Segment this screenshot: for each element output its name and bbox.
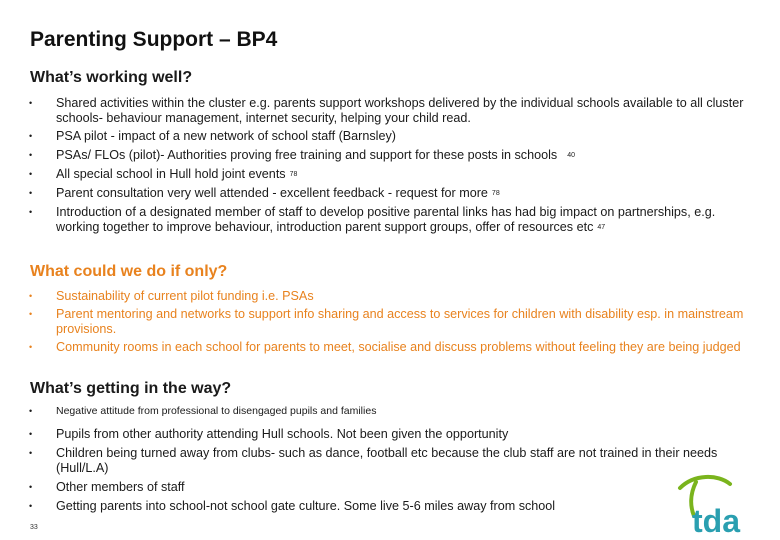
list-item-text: All special school in Hull hold joint events bbox=[56, 167, 286, 181]
list-item bbox=[26, 96, 751, 126]
bullet-icon: • bbox=[29, 309, 33, 319]
list-item-text: Sustainability of current pilot funding i.e. PSAs bbox=[56, 289, 314, 303]
bullet-icon: • bbox=[29, 482, 33, 492]
list-item-text: Parent consultation very well attended - excellent feedback - request for more bbox=[56, 186, 488, 200]
bullet-icon: • bbox=[29, 150, 33, 160]
list-item bbox=[26, 446, 751, 476]
page-title: Parenting Support – BP4 bbox=[30, 28, 278, 51]
footnote-ref: 78 bbox=[289, 171, 298, 178]
page-number: 33 bbox=[30, 524, 38, 531]
in-the-way-list bbox=[26, 404, 751, 518]
list-item bbox=[26, 186, 751, 201]
list-item bbox=[26, 427, 751, 442]
tda-logo-icon bbox=[672, 472, 772, 536]
list-item-text: PSAs/ FLOs (pilot)- Authorities proving free training and support for these posts in schools bbox=[56, 148, 558, 162]
footnote-ref: 47 bbox=[597, 224, 606, 231]
section-heading-in-the-way: What’s getting in the way? bbox=[30, 380, 232, 397]
list-item bbox=[26, 480, 751, 495]
list-item-text: Pupils from other authority attending Hull schools. Not been given the opportunity bbox=[56, 427, 509, 441]
bullet-icon: • bbox=[29, 429, 33, 439]
list-item-text: Introduction of a designated member of staff to develop positive parental links has had big impact on partnerships, e.g. working together to improve behaviour, introduction parent support groups, offer of resources etc bbox=[56, 205, 716, 234]
list-item-text: Children being turned away from clubs- such as dance, football etc because the club staff are not trained in their needs (Hull/L.A) bbox=[56, 446, 718, 475]
footnote-ref: 40 bbox=[567, 152, 575, 159]
bullet-icon: • bbox=[29, 207, 33, 217]
list-item-text: PSA pilot - impact of a new network of school staff (Barnsley) bbox=[56, 129, 396, 143]
list-item-text: Getting parents into school-not school gate culture. Some live 5-6 miles away from school bbox=[56, 499, 556, 513]
list-item bbox=[26, 289, 751, 304]
list-item bbox=[26, 205, 751, 235]
list-item bbox=[26, 340, 751, 355]
section-heading-if-only: What could we do if only? bbox=[30, 263, 228, 280]
list-item bbox=[26, 307, 751, 337]
if-only-list bbox=[26, 289, 751, 358]
bullet-icon: • bbox=[29, 448, 33, 458]
list-item bbox=[26, 148, 751, 163]
tda-logo bbox=[672, 472, 772, 536]
logo-text: tda bbox=[692, 503, 740, 536]
list-item-text: Negative attitude from professional to disengaged pupils and families bbox=[56, 405, 377, 417]
bullet-icon: • bbox=[29, 131, 33, 141]
footnote-ref: 78 bbox=[491, 190, 500, 197]
bullet-icon: • bbox=[29, 406, 33, 416]
bullet-icon: • bbox=[29, 169, 33, 179]
bullet-icon: • bbox=[29, 291, 33, 301]
list-item-text: Other members of staff bbox=[56, 480, 185, 494]
list-item bbox=[26, 129, 751, 144]
list-item bbox=[26, 167, 751, 182]
working-well-list bbox=[26, 96, 751, 239]
list-item-text: Community rooms in each school for parents to meet, socialise and discuss problems without feeling they are being judged bbox=[56, 340, 741, 354]
section-heading-working-well: What’s working well? bbox=[30, 69, 193, 86]
bullet-icon: • bbox=[29, 98, 33, 108]
list-item bbox=[26, 404, 751, 419]
bullet-icon: • bbox=[29, 188, 33, 198]
list-item-text: Parent mentoring and networks to support info sharing and access to services for children with disability esp. in mainstream provisions. bbox=[56, 307, 744, 336]
list-item-text: Shared activities within the cluster e.g. parents support workshops delivered by the individual schools available to all cluster schools- behaviour management, internet security, helping your child read. bbox=[56, 96, 744, 125]
bullet-icon: • bbox=[29, 342, 33, 352]
list-item bbox=[26, 499, 751, 514]
bullet-icon: • bbox=[29, 501, 33, 511]
